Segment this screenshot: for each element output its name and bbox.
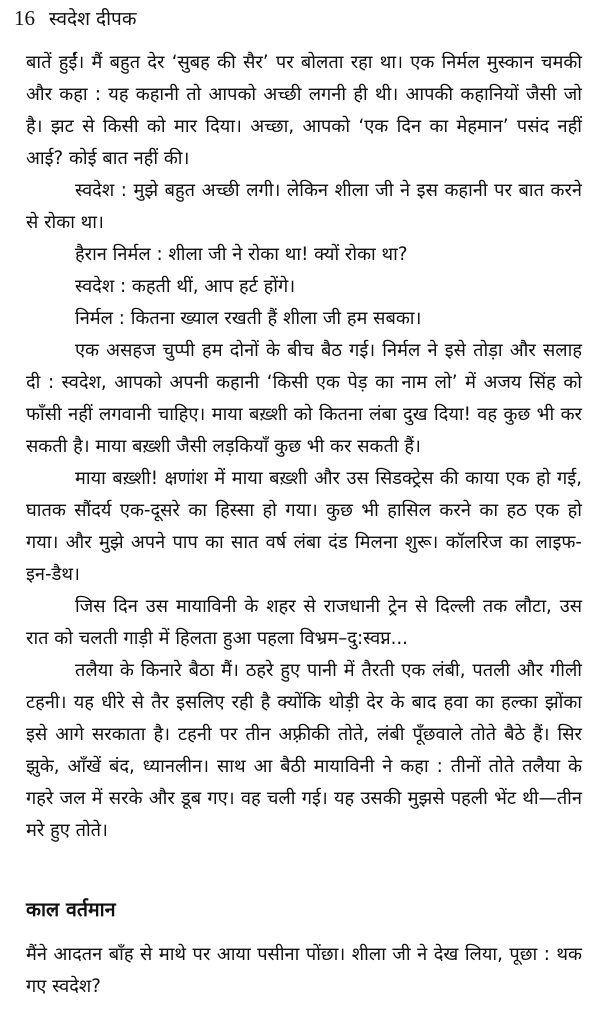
paragraph-7: माया बख़्शी! क्षणांश में माया बख़्शी और उस सिडक्ट्रेस की काया एक हो गई, घातक सौंदर्य एक-दूसरे का हिस्सा हो गया। कुछ भी हासिल करने का हठ एक हो गया। और मुझे अपने पाप का सात वर्ष लंबा दंड मिलना शुरू। कॉलरिज का लाइफ-इन-डैथ। bbox=[26, 468, 582, 585]
paragraph-2: स्वदेश : मुझे बहुत अच्छी लगी। लेकिन शीला जी ने इस कहानी पर बात करने से रोका था। bbox=[26, 180, 582, 233]
running-header bbox=[14, 6, 136, 31]
paragraph-5: निर्मल : कितना ख्याल रखती हैं शीला जी हम सबका। bbox=[75, 308, 422, 329]
paragraph-9: तलैया के किनारे बैठा मैं। ठहरे हुए पानी में तैरती एक लंबी, पतली और गीली टहनी। यह धीरे से तैर इसलिए रही है क्योंकि थोड़ी देर के बाद हवा का हल्का झोंका इसे आगे सरकाता है। टहनी पर तीन अफ़्रीकी तोते, लंबी पूँछवाले तोते बैठे हैं। सिर झुके, आँखें बंद, ध्यानलीन। साथ आ बैठी मायाविनी ने कहा : तीनों तोते तलैया के गहरे जल में सरके और डूब गए। वह चली गई। यह उसकी मुझसे पहली भेंट थी—तीन मरे हुए तोते। bbox=[26, 660, 582, 841]
section-text bbox=[26, 939, 582, 1003]
main-text bbox=[26, 47, 582, 847]
section-paragraph: मैंने आदतन बाँह से माथे पर आया पसीना पोंछा। शीला जी ने देख लिया, पूछा : थक गए स्वदेश? bbox=[26, 944, 582, 997]
paragraph-3: हैरान निर्मल : शीला जी ने रोका था! क्यों रोका था? bbox=[75, 244, 408, 265]
paragraph-6: एक असहज चुप्पी हम दोनों के बीच बैठ गई। निर्मल ने इसे तोड़ा और सलाह दी : स्वदेश, आपको अपनी कहानी ‘किसी एक पेड़ का नाम लो’ में अजय सिंह को फाँसी नहीं लगवानी चाहिए। माया बख़्शी को कितना लंबा दुख दिया! वह कुछ भी कर सकती है। माया बख़्शी जैसी लड़कियाँ कुछ भी कर सकती हैं। bbox=[26, 340, 582, 457]
paragraph-8: जिस दिन उस मायाविनी के शहर से राजधानी ट्रेन से दिल्ली तक लौटा, उस रात को चलती गाड़ी में हिलता हुआ पहला विभ्रम–दु:स्वप्न... bbox=[26, 596, 582, 649]
book-title: स्वदेश दीपक bbox=[49, 8, 137, 30]
paragraph-4: स्वदेश : कहती थीं, आप हर्ट होंगे। bbox=[75, 276, 296, 297]
page-number: 16 bbox=[14, 6, 35, 30]
section-heading: काल वर्तमान bbox=[26, 898, 116, 921]
paragraph-1: बातें हुईं। मैं बहुत देर ‘सुबह की सैर’ पर बोलता रहा था। एक निर्मल मुस्कान चमकी और कहा : यह कहानी तो आपको अच्छी लगनी ही थी। आपकी कहानियों जैसी जो है। झट से किसी को मार दिया। अच्छा, आपको ‘एक दिन का मेहमान’ पसंद नहीं आई? कोई बात नहीं की। bbox=[26, 52, 582, 169]
